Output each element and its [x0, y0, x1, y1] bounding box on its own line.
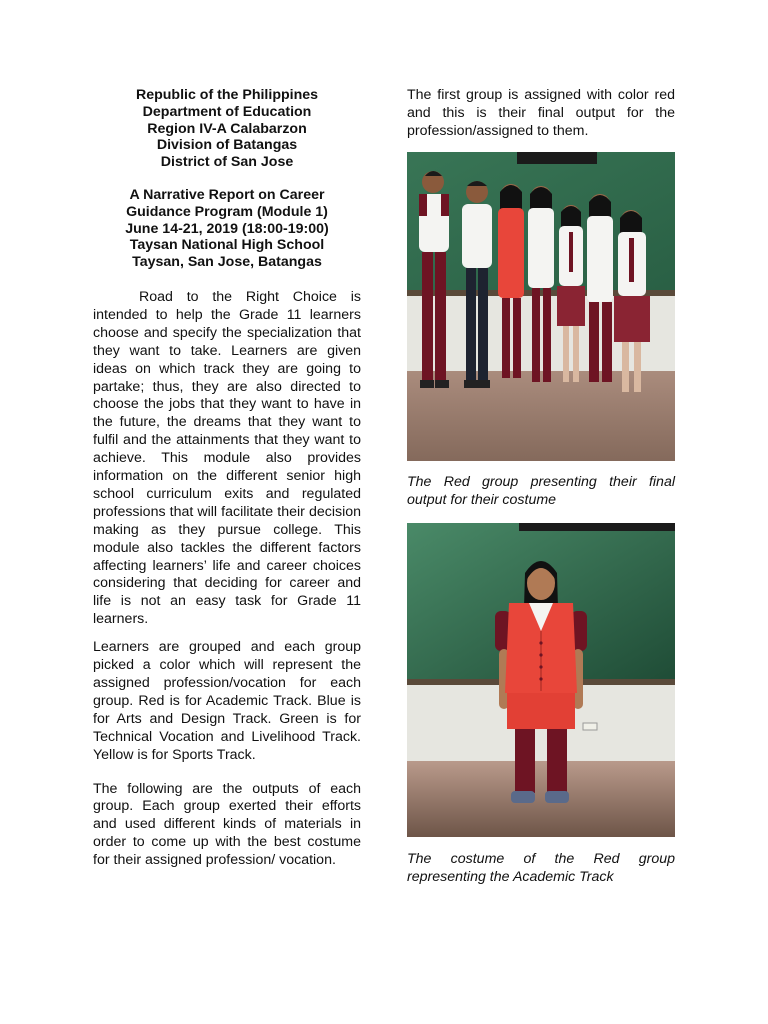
report-title-line-1: A Narrative Report on Career — [129, 186, 325, 203]
letterhead — [93, 87, 361, 171]
body-paragraph-3: The following are the outputs of each group. Each group exerted their efforts and used different kinds of materials in order to come up with the best costume for their assigned profession/ vocation. — [93, 780, 361, 869]
letterhead-line-4: Division of Batangas — [156, 137, 298, 154]
caption-costume-photo: The costume of the Red group representing the Academic Track — [407, 851, 675, 885]
intro-paragraph: The first group is assigned with color red and this is their final output for the profession/assigned to them. — [407, 87, 675, 139]
costume-photo-image — [407, 523, 675, 837]
outlet — [583, 723, 597, 730]
report-title-line-2: Guidance Program (Module 1) — [126, 203, 328, 220]
report-title-line-3: June 14-21, 2019 (18:00-19:00) — [125, 220, 329, 237]
letterhead-line-5: District of San Jose — [160, 154, 294, 171]
group-photo — [407, 152, 675, 461]
body-paragraph-2: Learners are grouped and each group picked a color which will represent the assigned profession/vocation for each group. Red is for Academic Track. Blue is for Arts and Design Track. Green is for Technical Vocation and Livelihood Track. Yellow is for Sports Track. — [93, 639, 361, 763]
tv-screen — [519, 523, 675, 531]
body-paragraph-1: Road to the Right Choice is intended to help the Grade 11 learners choose and specify the specialization that they want to take. Learners are given ideas on which track they are going to partake; thus, they are also directed to choose the jobs that they want to have in the future, the dreams that they want to fulfil and the attainments that they want to achieve. This module also provides information on the different senior high school curriculum exits and regulated professions that will facilitate their decision making as they pursue college. This module also tackles the different factors affecting learners’ life and career choices considering that deciding for career and life is not an easy task for Grade 11 learners. — [93, 288, 361, 628]
group-photo-image — [407, 152, 675, 461]
right-column-intro — [407, 87, 675, 141]
report-title-line-4: Taysan National High School — [129, 237, 325, 254]
report-title-line-5: Taysan, San Jose, Batangas — [132, 254, 322, 271]
report-title — [93, 187, 361, 271]
tv-screen — [517, 152, 597, 164]
letterhead-line-1: Republic of the Philippines — [135, 87, 319, 103]
costume-photo — [407, 523, 675, 837]
caption-group-photo: The Red group presenting their final output for their costume — [407, 474, 675, 508]
letterhead-line-2: Department of Education — [142, 103, 312, 120]
letterhead-line-3: Region IV-A Calabarzon — [147, 120, 307, 137]
left-column — [93, 87, 361, 870]
floor — [407, 761, 675, 837]
